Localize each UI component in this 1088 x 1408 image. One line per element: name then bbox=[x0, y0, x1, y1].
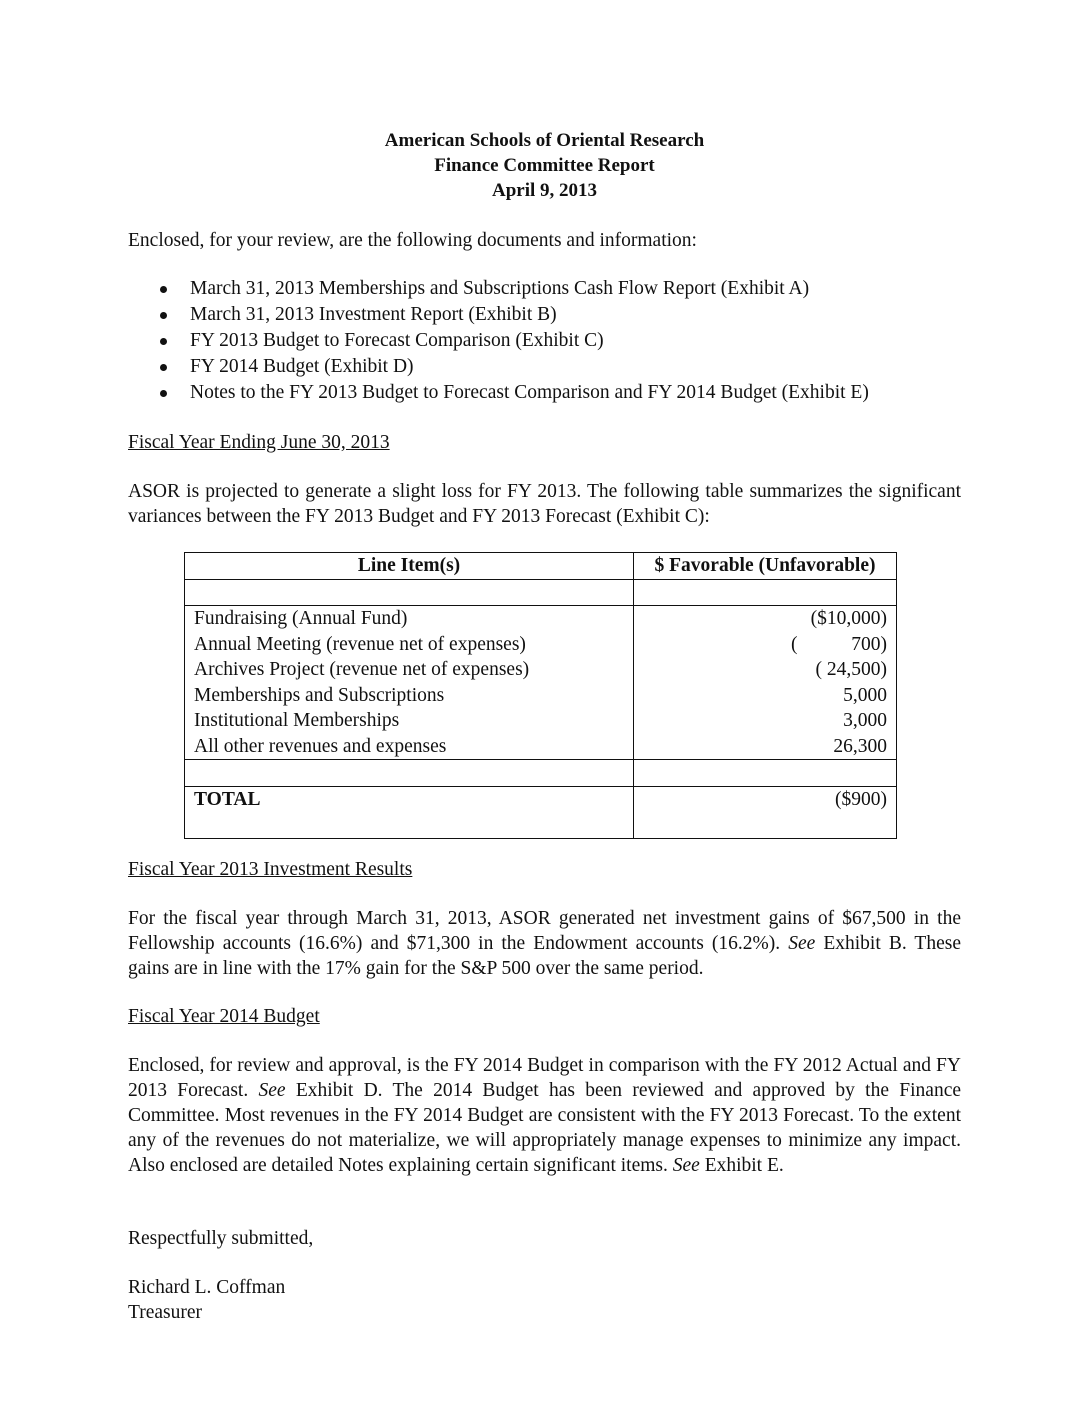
line-item-cell: All other revenues and expenses bbox=[185, 734, 634, 760]
report-header bbox=[128, 128, 961, 203]
list-item: Notes to the FY 2013 Budget to Forecast Comparison and FY 2014 Budget (Exhibit E) bbox=[128, 380, 961, 406]
table-row-spacer bbox=[185, 579, 897, 606]
bullet-icon bbox=[160, 338, 167, 345]
list-item: March 31, 2013 Memberships and Subscriptions Cash Flow Report (Exhibit A) bbox=[128, 276, 961, 302]
amount-cell: 5,000 bbox=[634, 683, 897, 709]
table-header-row bbox=[185, 553, 897, 580]
variance-table bbox=[184, 552, 897, 839]
signer-name: Richard L. Coffman bbox=[128, 1277, 286, 1298]
amount-cell: ( 700) bbox=[634, 632, 897, 658]
signer-title: Treasurer bbox=[128, 1302, 203, 1323]
line-item-cell: Fundraising (Annual Fund) bbox=[185, 606, 634, 632]
table-row bbox=[185, 657, 897, 683]
line-item-cell: Institutional Memberships bbox=[185, 708, 634, 734]
column-header-line-item: Line Item(s) bbox=[185, 553, 634, 580]
investments-heading: Fiscal Year 2013 Investment Results bbox=[128, 859, 413, 880]
table-total-row bbox=[185, 786, 897, 812]
list-item: FY 2013 Budget to Forecast Comparison (Exhibit C) bbox=[128, 328, 961, 354]
list-item: March 31, 2013 Investment Report (Exhibit B) bbox=[128, 302, 961, 328]
total-amount: ($900) bbox=[634, 786, 897, 812]
bullet-icon bbox=[160, 286, 167, 293]
bullet-icon bbox=[160, 364, 167, 371]
investments-paragraph: For the fiscal year through March 31, 2013, ASOR generated net investment gains of $67,500 in the Fellowship accounts (16.6%) and $71,300 in the Endowment accounts (16.2%). See Exhibit B. These gains are in line with the 17% gain for the S&P 500 over the same period. bbox=[128, 908, 961, 979]
documents-list bbox=[128, 276, 961, 406]
table-row bbox=[185, 734, 897, 760]
budget2014-paragraph: Enclosed, for review and approval, is the FY 2014 Budget in comparison with the FY 2012 Actual and FY 2013 Forecast. See Exhibit D. The 2014 Budget has been reviewed and approved by the Finance Committee. Most revenues in the FY 2014 Budget are consistent with the FY 2013 Forecast. To the extent any of the revenues do not materialize, we will appropriately manage expenses to minimize any impact. Also enclosed are detailed Notes explaining certain significant items. See Exhibit E. bbox=[128, 1055, 962, 1176]
intro-text: Enclosed, for your review, are the following documents and information: bbox=[128, 230, 697, 251]
amount-cell: ($10,000) bbox=[634, 606, 897, 632]
line-item-cell: Annual Meeting (revenue net of expenses) bbox=[185, 632, 634, 658]
line-item-cell: Archives Project (revenue net of expenses) bbox=[185, 657, 634, 683]
bullet-icon bbox=[160, 312, 167, 319]
budget2014-heading: Fiscal Year 2014 Budget bbox=[128, 1006, 320, 1027]
amount-cell: ( 24,500) bbox=[634, 657, 897, 683]
fy2013-paragraph: ASOR is projected to generate a slight loss for FY 2013. The following table summarizes the significant variances between the FY 2013 Budget and FY 2013 Forecast (Exhibit C): bbox=[128, 481, 961, 527]
list-item: FY 2014 Budget (Exhibit D) bbox=[128, 354, 961, 380]
amount-cell: 3,000 bbox=[634, 708, 897, 734]
table-row bbox=[185, 683, 897, 709]
line-item-cell: Memberships and Subscriptions bbox=[185, 683, 634, 709]
report-title: Finance Committee Report bbox=[434, 155, 655, 176]
total-label: TOTAL bbox=[185, 786, 634, 812]
table-row bbox=[185, 632, 897, 658]
report-date: April 9, 2013 bbox=[491, 180, 598, 201]
amount-cell: 26,300 bbox=[634, 734, 897, 760]
closing-text: Respectfully submitted, bbox=[128, 1228, 314, 1249]
organization-name: American Schools of Oriental Research bbox=[384, 130, 705, 151]
fy2013-heading: Fiscal Year Ending June 30, 2013 bbox=[128, 432, 390, 453]
table-row bbox=[185, 606, 897, 632]
table-row bbox=[185, 708, 897, 734]
column-header-amount: $ Favorable (Unfavorable) bbox=[634, 553, 897, 580]
table-row-spacer bbox=[185, 812, 897, 838]
bullet-icon bbox=[160, 390, 167, 397]
table-row-spacer bbox=[185, 760, 897, 787]
